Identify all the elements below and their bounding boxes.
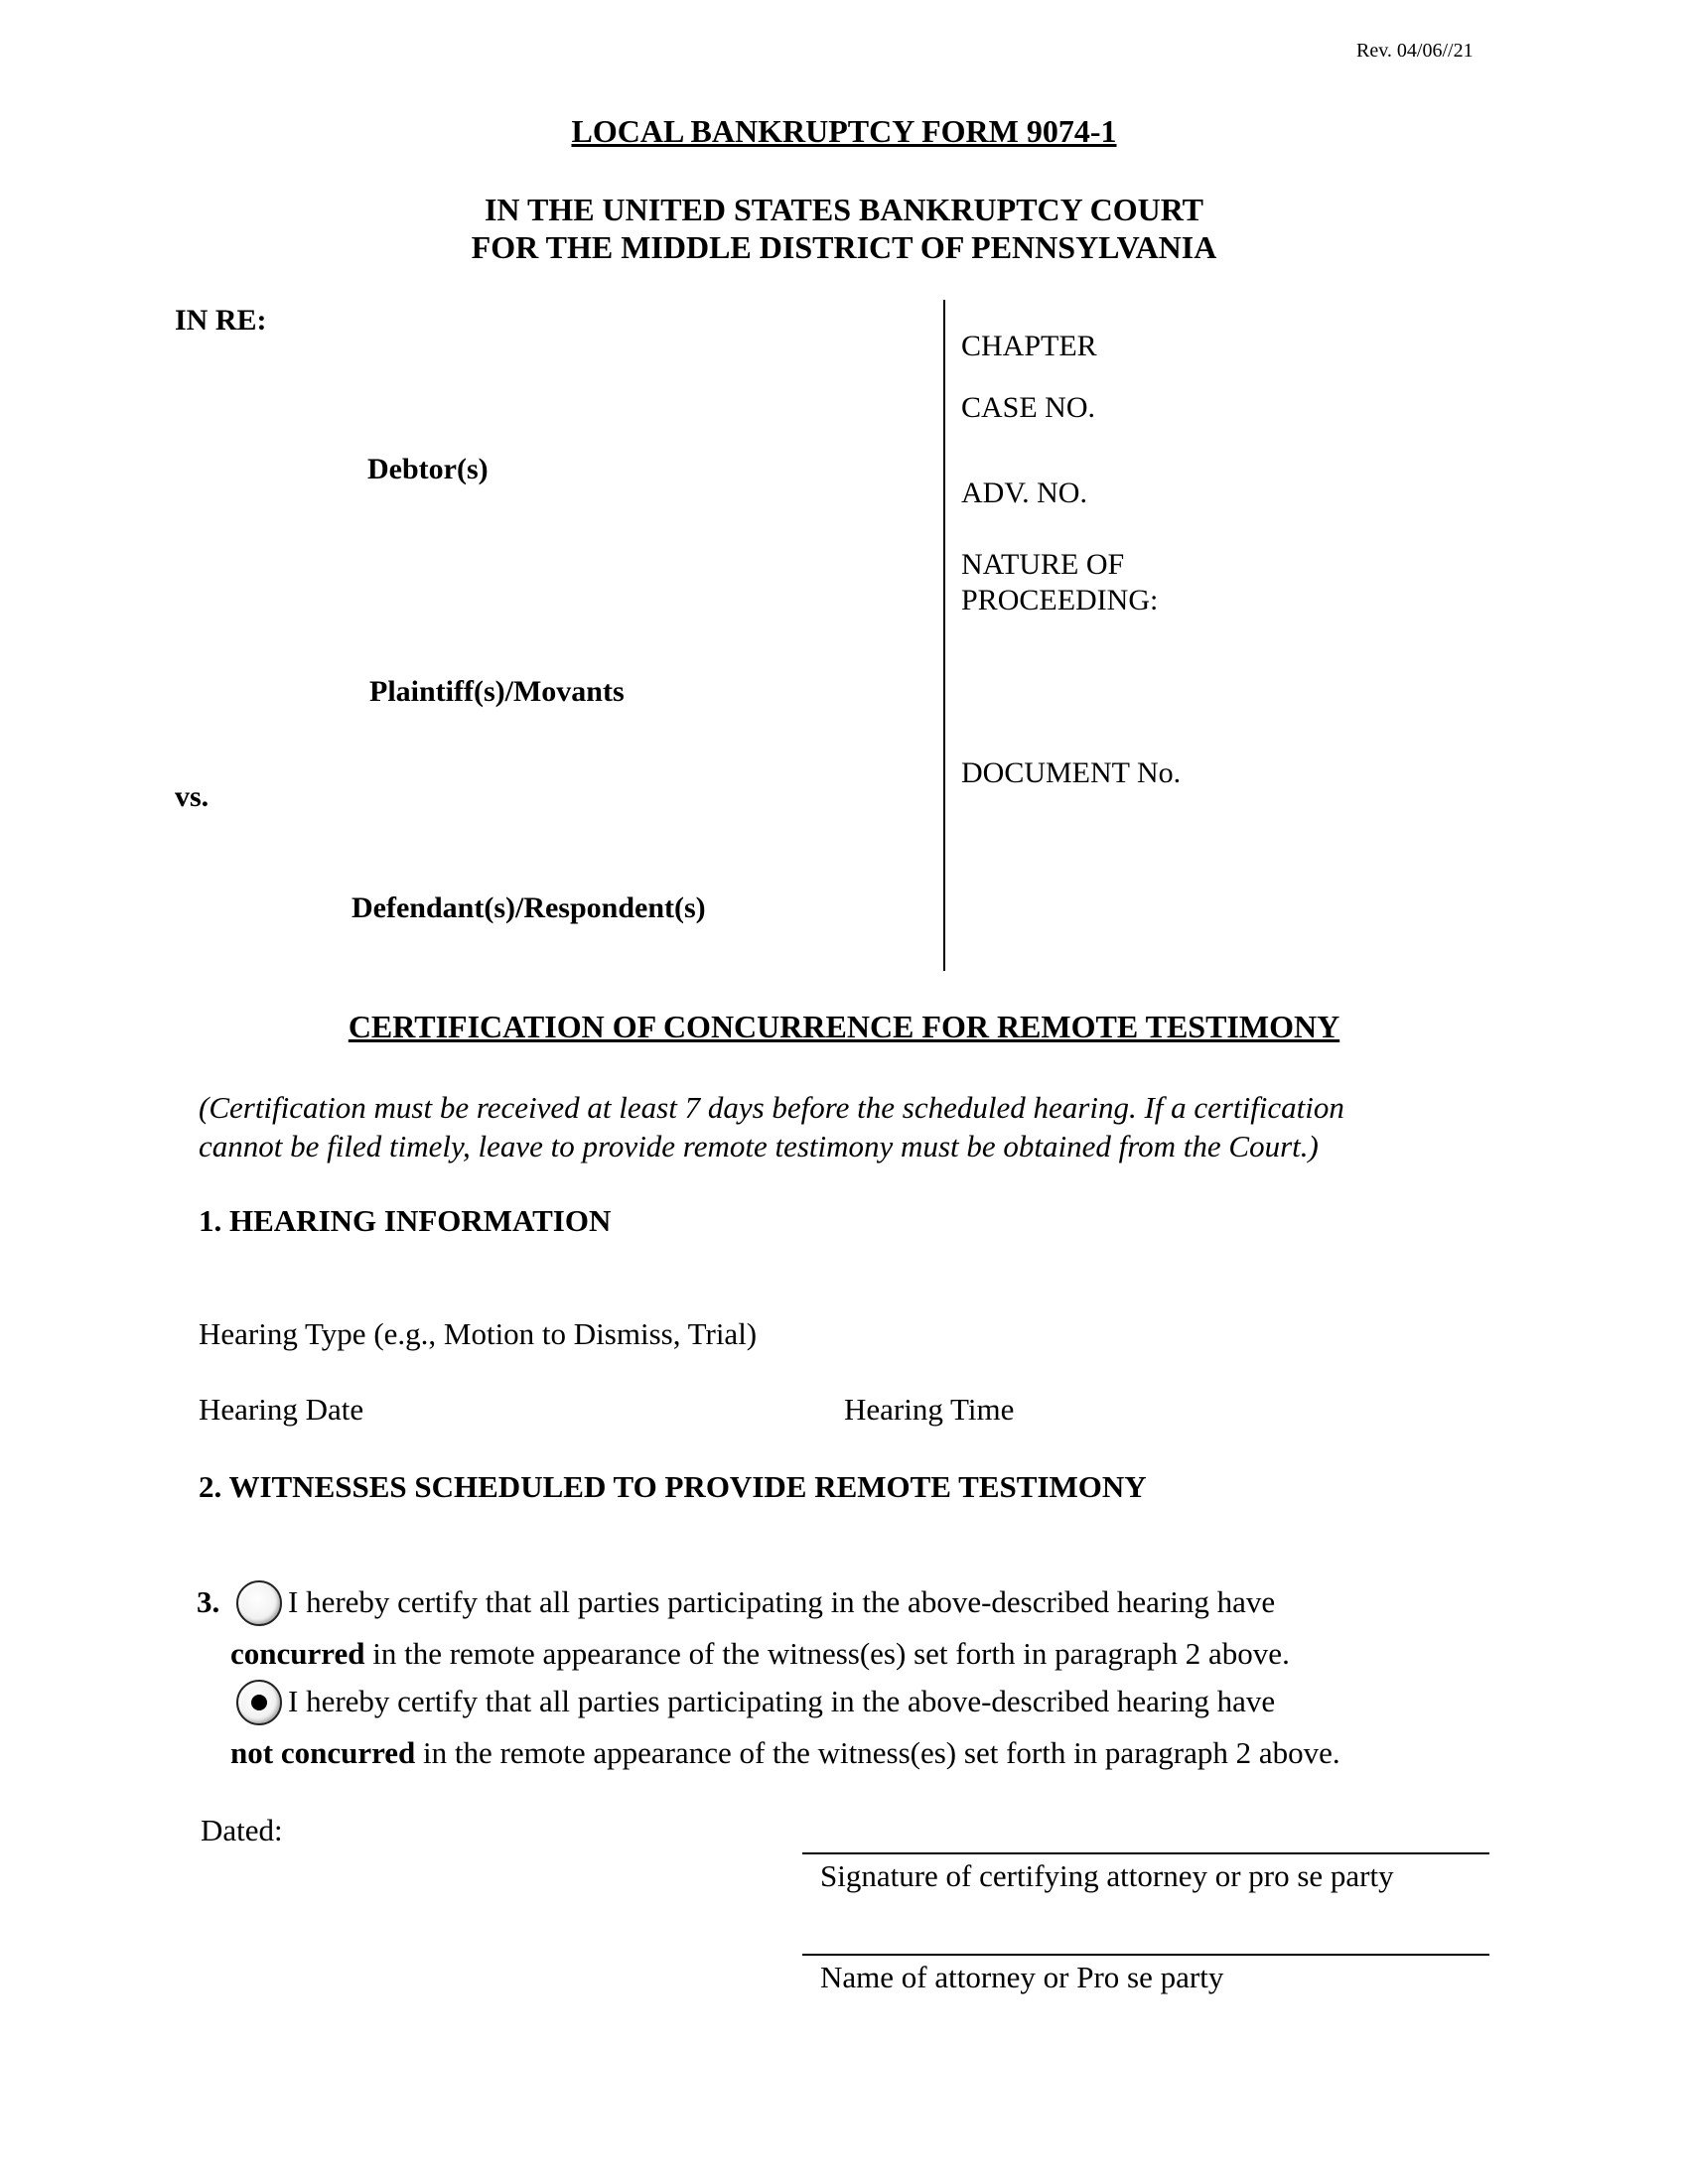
court-line-1: IN THE UNITED STATES BANKRUPTCY COURT: [484, 192, 1204, 227]
note-line-2: cannot be filed timely, leave to provide remote testimony must be obtained from the Court.): [199, 1129, 1319, 1163]
section-3-number: 3.: [197, 1584, 220, 1619]
vs-label: vs.: [175, 780, 210, 813]
adv-no-label: ADV. NO.: [961, 477, 1087, 509]
dated-label: Dated:: [201, 1813, 283, 1847]
not-concurred-radio[interactable]: [236, 1680, 282, 1725]
case-no-label: CASE NO.: [961, 391, 1096, 424]
concurred-radio[interactable]: [236, 1580, 282, 1626]
name-line[interactable]: [802, 1954, 1489, 1956]
signature-line[interactable]: [802, 1852, 1489, 1854]
hearing-type-label: Hearing Type (e.g., Motion to Dismiss, Trial): [199, 1316, 758, 1351]
caption-divider: [943, 300, 945, 971]
hearing-date-label: Hearing Date: [199, 1392, 364, 1427]
court-heading: [0, 191, 1688, 266]
chapter-label: CHAPTER: [961, 330, 1097, 362]
radio-selected-dot: [251, 1695, 267, 1710]
certification-note: [199, 1088, 1344, 1165]
debtors-label: Debtor(s): [367, 453, 489, 485]
concurred-line-2: [230, 1636, 1290, 1672]
not-concurred-bold: not concurred: [230, 1735, 416, 1770]
concurred-line-1: I hereby certify that all parties participating in the above-described hearing have: [288, 1584, 1276, 1619]
document-no-label: DOCUMENT No.: [961, 756, 1182, 789]
certification-title: CERTIFICATION OF CONCURRENCE FOR REMOTE TESTIMONY: [348, 1009, 1340, 1044]
section-2-heading: 2. WITNESSES SCHEDULED TO PROVIDE REMOTE TESTIMONY: [199, 1469, 1147, 1504]
form-title: LOCAL BANKRUPTCY FORM 9074-1: [571, 113, 1117, 149]
in-re-label: IN RE:: [175, 304, 267, 337]
not-concurred-line-2: [230, 1735, 1340, 1771]
section-1-heading: 1. HEARING INFORMATION: [199, 1203, 612, 1238]
not-concurred-line-1: I hereby certify that all parties participating in the above-described hearing have: [288, 1684, 1276, 1718]
defendants-label: Defendant(s)/Respondent(s): [352, 891, 706, 924]
signature-label: Signature of certifying attorney or pro se party: [820, 1858, 1394, 1893]
concurred-line-2-rest: in the remote appearance of the witness(es) set forth in paragraph 2 above.: [364, 1636, 1290, 1671]
nature-of-label: NATURE OF: [961, 548, 1125, 581]
revision-date: Rev. 04/06//21: [1356, 40, 1474, 62]
proceeding-label: PROCEEDING:: [961, 584, 1159, 616]
not-concurred-line-2-rest: in the remote appearance of the witness(es) set forth in paragraph 2 above.: [415, 1735, 1340, 1770]
hearing-time-label: Hearing Time: [844, 1392, 1015, 1427]
name-label: Name of attorney or Pro se party: [820, 1960, 1224, 1994]
concurred-bold: concurred: [230, 1636, 365, 1671]
plaintiffs-label: Plaintiff(s)/Movants: [369, 675, 625, 708]
note-line-1: (Certification must be received at least 7 days before the scheduled hearing. If a certification: [199, 1090, 1344, 1125]
court-line-2: FOR THE MIDDLE DISTRICT OF PENNSYLVANIA: [471, 229, 1217, 265]
